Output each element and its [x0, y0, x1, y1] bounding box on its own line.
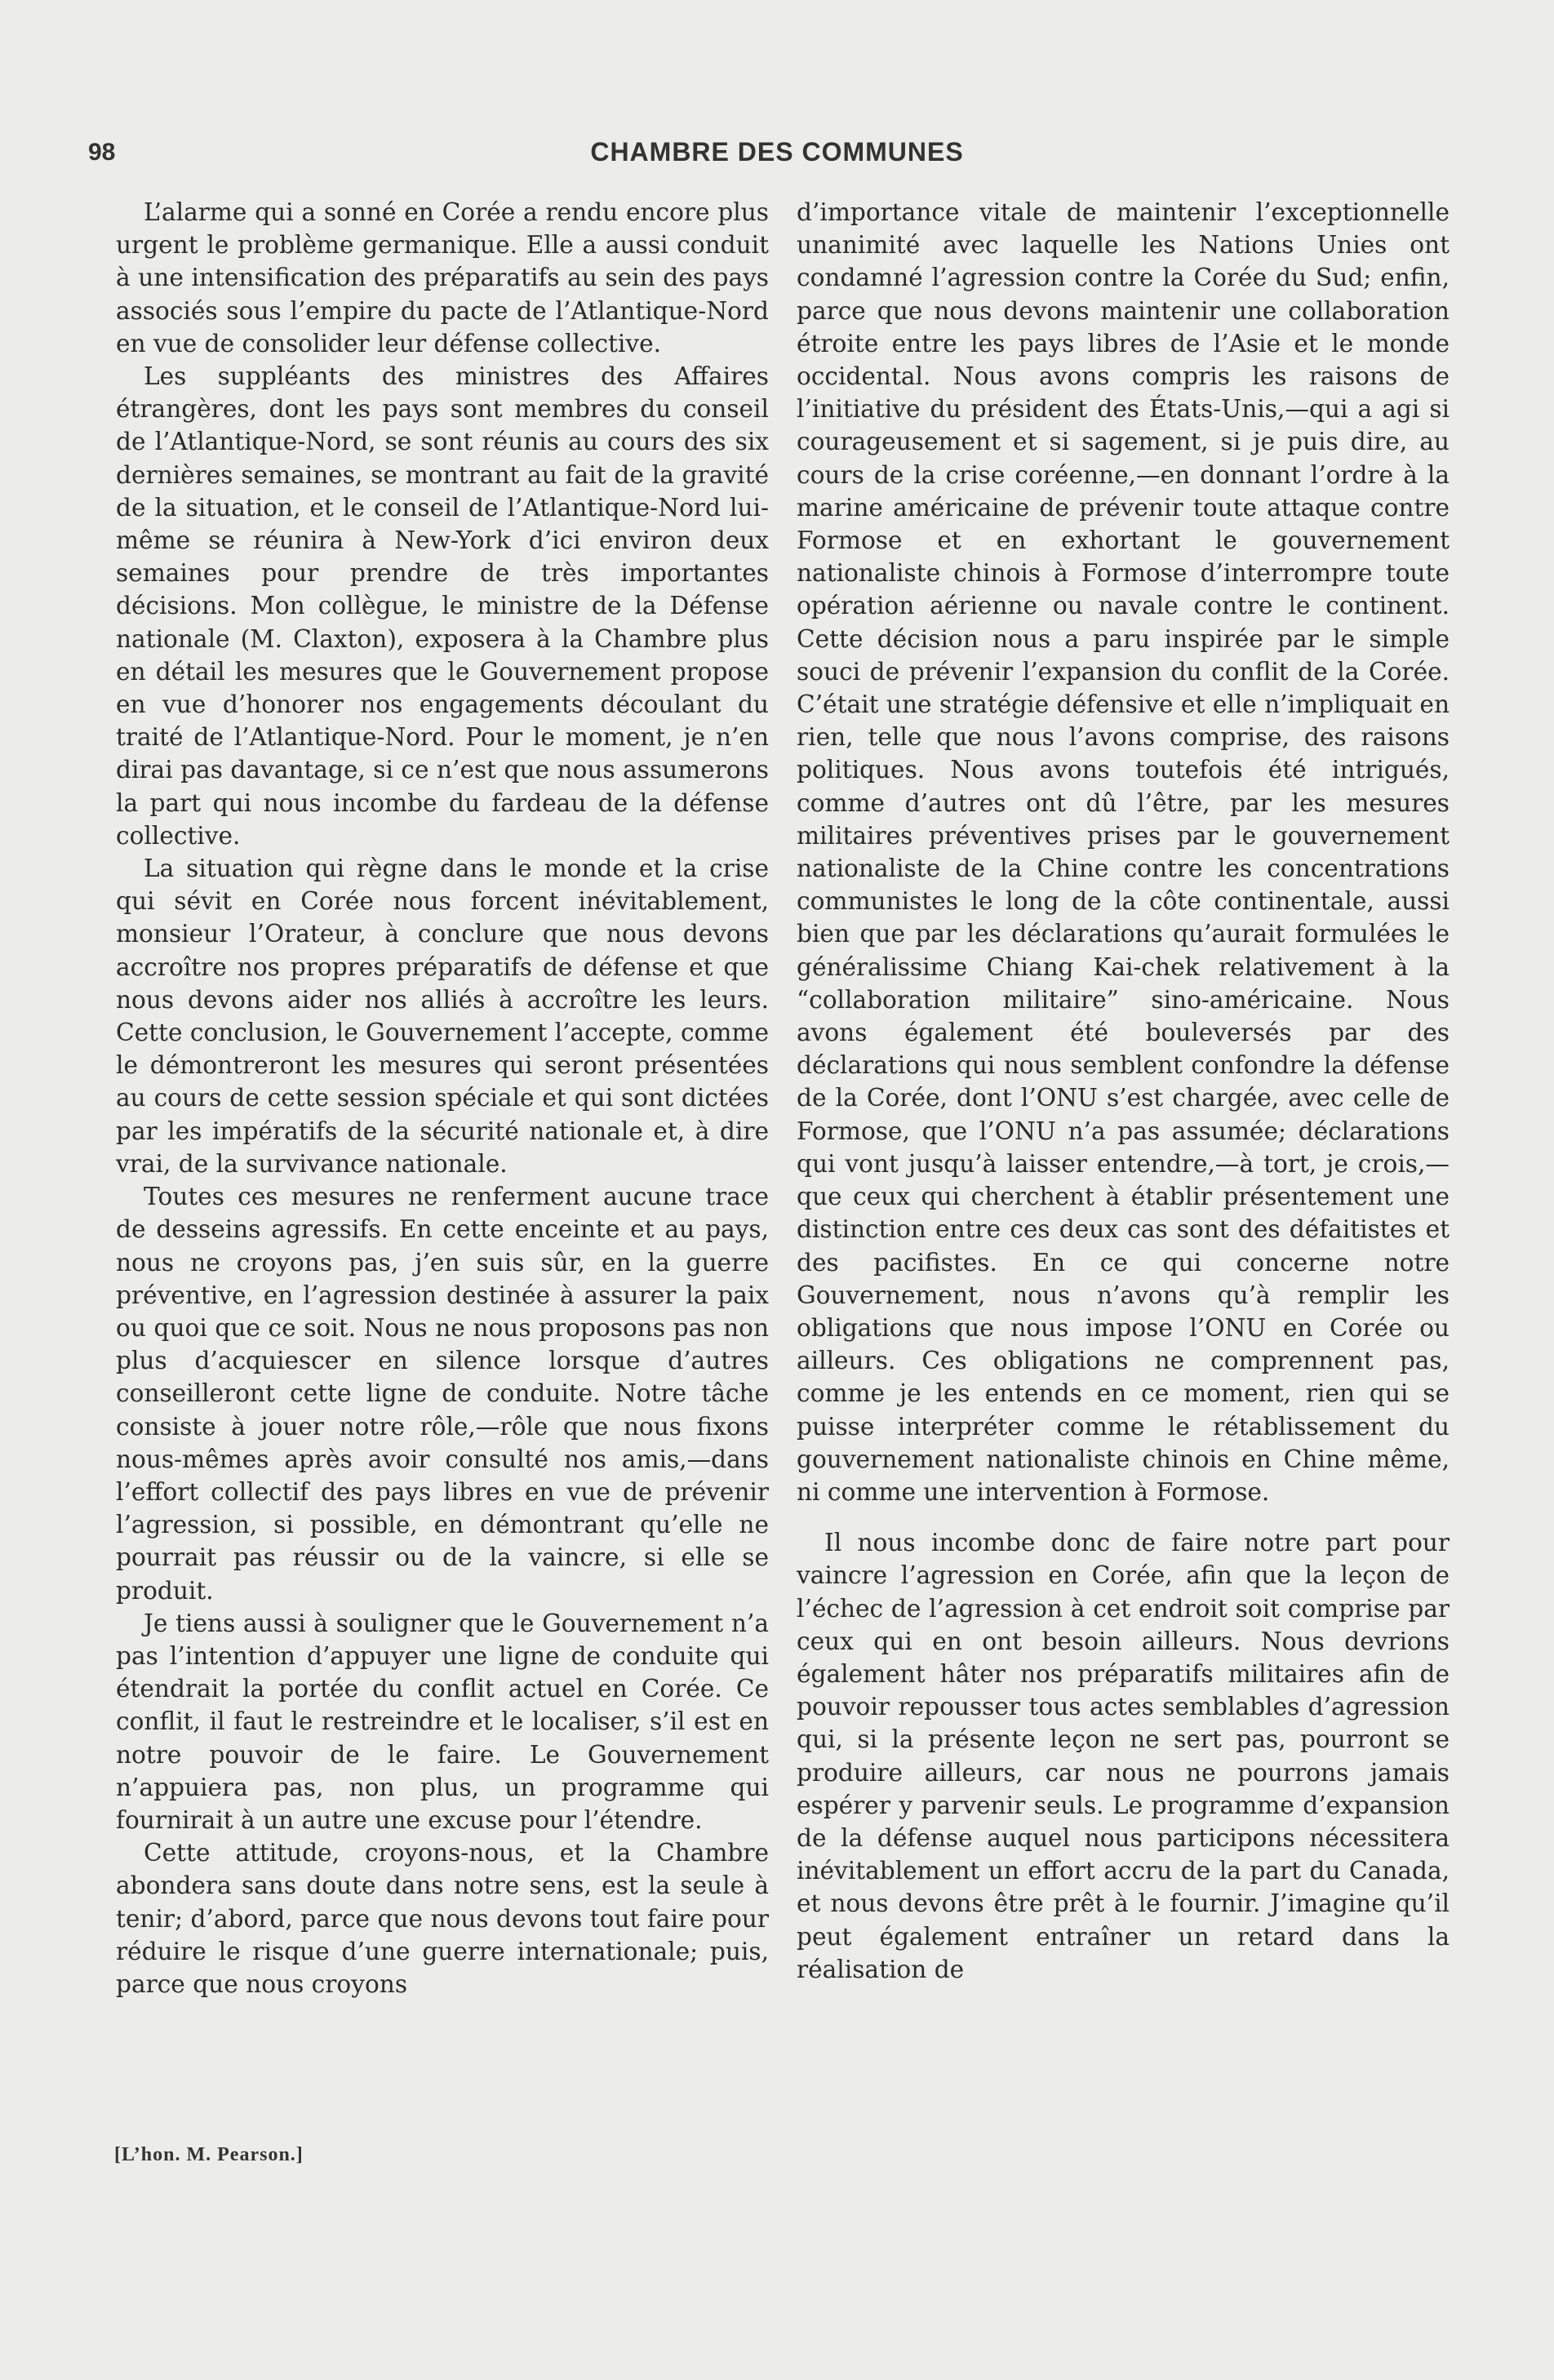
paragraph: d’importance vitale de maintenir l’exceptionnelle unanimité avec laquelle les Nations Unies ont condamné l’agression contre la Corée du Sud; enfin, parce que nous devons maintenir une collaboration étroite entre les pays libres de l’Asie et le monde occidental. Nous avons compris les raisons de l’initiative du président des États-Unis,—qui a agi si courageusement et si sagement, si je puis dire, au cours de la crise coréenne,—en donnant l’ordre à la marine américaine de prévenir toute attaque contre Formose et en exhortant le gouvernement nationaliste chinois à Formose d’interrompre toute opération aérienne ou navale contre le continent. Cette décision nous a paru inspirée par le simple souci de prévenir l’expansion du conflit de la Corée. C’était une stratégie défensive et elle n’impliquait en rien, telle que nous l’avons comprise, des raisons politiques. Nous avons toutefois été intrigués, comme d’autres ont dû l’être, par les mesures militaires préventives prises par le gouvernement nationaliste de la Chine contre les concentrations communistes le long de la côte continentale, aussi bien que par les déclarations qu’aurait formulées le généralissime Chiang Kai-chek relativement à la “collaboration militaire” sino-américaine. Nous avons également été bouleversés par des déclarations qui nous semblent confondre la défense de la Corée, dont l’ONU s’est chargée, avec celle de Formose, que l’ONU n’a pas assumée; déclarations qui vont jusqu’à laisser entendre,—à tort, je crois,—que ceux qui cherchent à établir présentement une distinction entre ces deux cas sont des défaitistes et des pacifistes. En ce qui concerne notre Gouvernement, nous n’avons qu’à remplir les obligations que nous impose l’ONU en Corée ou ailleurs. Ces obligations ne comprennent pas, comme je les entends en ce moment, rien qui se puisse interpréter comme le rétablissement du gouvernement nationaliste chinois en Chine même, ni comme une intervention à Formose.	[797, 198, 1450, 1506]
paragraph: Il nous incombe donc de faire notre part pour vaincre l’agression en Corée, afin que la leçon de l’échec de l’agression à cet endroit soit comprise par ceux qui en ont besoin ailleurs. Nous devrions également hâter nos préparatifs militaires afin de pouvoir repousser tous actes semblables d’agression qui, si la présente leçon ne sert pas, pourront se produire ailleurs, car nous ne pourrons jamais espérer y parvenir seuls. Le programme d’expansion de la défense auquel nous participons nécessitera inévitablement un effort accru de la part du Canada, et nous devons être prêt à le fournir. J’imagine qu’il peut également entraîner un retard dans la réalisation de	[797, 1529, 1450, 1983]
right-column	[797, 196, 1450, 1986]
paragraph: La situation qui règne dans le monde et la crise qui sévit en Corée nous forcent inévitablement, monsieur l’Orateur, à conclure que nous devons accroître nos propres préparatifs de défense et que nous devons aider nos alliés à accroître les leurs. Cette conclusion, le Gouvernement l’accepte, comme le démontreront les mesures qui seront présentées au cours de cette session spéciale et qui sont dictées par les impératifs de la sécurité nationale et, à dire vrai, de la survivance nationale.	[116, 855, 769, 1178]
paragraph: Je tiens aussi à souligner que le Gouvernement n’a pas l’intention d’appuyer une ligne de conduite qui étendrait la portée du conflit actuel en Corée. Ce conflit, il faut le restreindre et le localiser, s’il est en notre pouvoir de le faire. Le Gouvernement n’appuiera pas, non plus, un programme qui fournirait à un autre une excuse pour l’étendre.	[116, 1609, 769, 1834]
page-number: 98	[88, 139, 116, 166]
speaker-attribution: [L’hon. M. Pearson.]	[114, 2144, 304, 2165]
paragraph: Les suppléants des ministres des Affaires étrangères, dont les pays sont membres du conseil de l’Atlantique-Nord, se sont réunis au cours des six dernières semaines, se montrant au fait de la gravité de la situation, et le conseil de l’Atlantique-Nord lui-même se réunira à New-York d’ici environ deux semaines pour prendre de très importantes décisions. Mon collègue, le ministre de la Défense nationale (M. Claxton), exposera à la Chambre plus en détail les mesures que le Gouvernement propose en vue d’honorer nos engagements découlant du traité de l’Atlantique-Nord. Pour le moment, je n’en dirai pas davantage, si ce n’est que nous assumerons la part qui nous incombe du fardeau de la défense collective.	[116, 362, 769, 850]
paragraph: Cette attitude, croyons-nous, et la Chambre abondera sans doute dans notre sens, est la seule à tenir; d’abord, parce que nous devons tout faire pour réduire le risque d’une guerre internationale; puis, parce que nous croyons	[116, 1839, 769, 1998]
running-head: CHAMBRE DES COMMUNES	[590, 137, 964, 167]
left-column	[116, 196, 769, 2000]
paragraph: Toutes ces mesures ne renferment aucune trace de desseins agressifs. En cette enceinte et au pays, nous ne croyons pas, j’en suis sûr, en la guerre préventive, en l’agression destinée à assurer la paix ou quoi que ce soit. Nous ne nous proposons pas non plus d’acquiescer en silence lorsque d’autres conseilleront cette ligne de conduite. Notre tâche consiste à jouer notre rôle,—rôle que nous fixons nous-mêmes après avoir consulté nos amis,—dans l’effort collectif des pays libres en vue de prévenir l’agression, si possible, en démontrant qu’elle ne pourrait pas réussir ou de la vaincre, si elle se produit.	[116, 1183, 769, 1605]
paragraph: L’alarme qui a sonné en Corée a rendu encore plus urgent le problème germanique. Elle a aussi conduit à une intensification des préparatifs au sein des pays associés sous l’empire du pacte de l’Atlantique-Nord en vue de consolider leur défense collective.	[116, 198, 769, 357]
